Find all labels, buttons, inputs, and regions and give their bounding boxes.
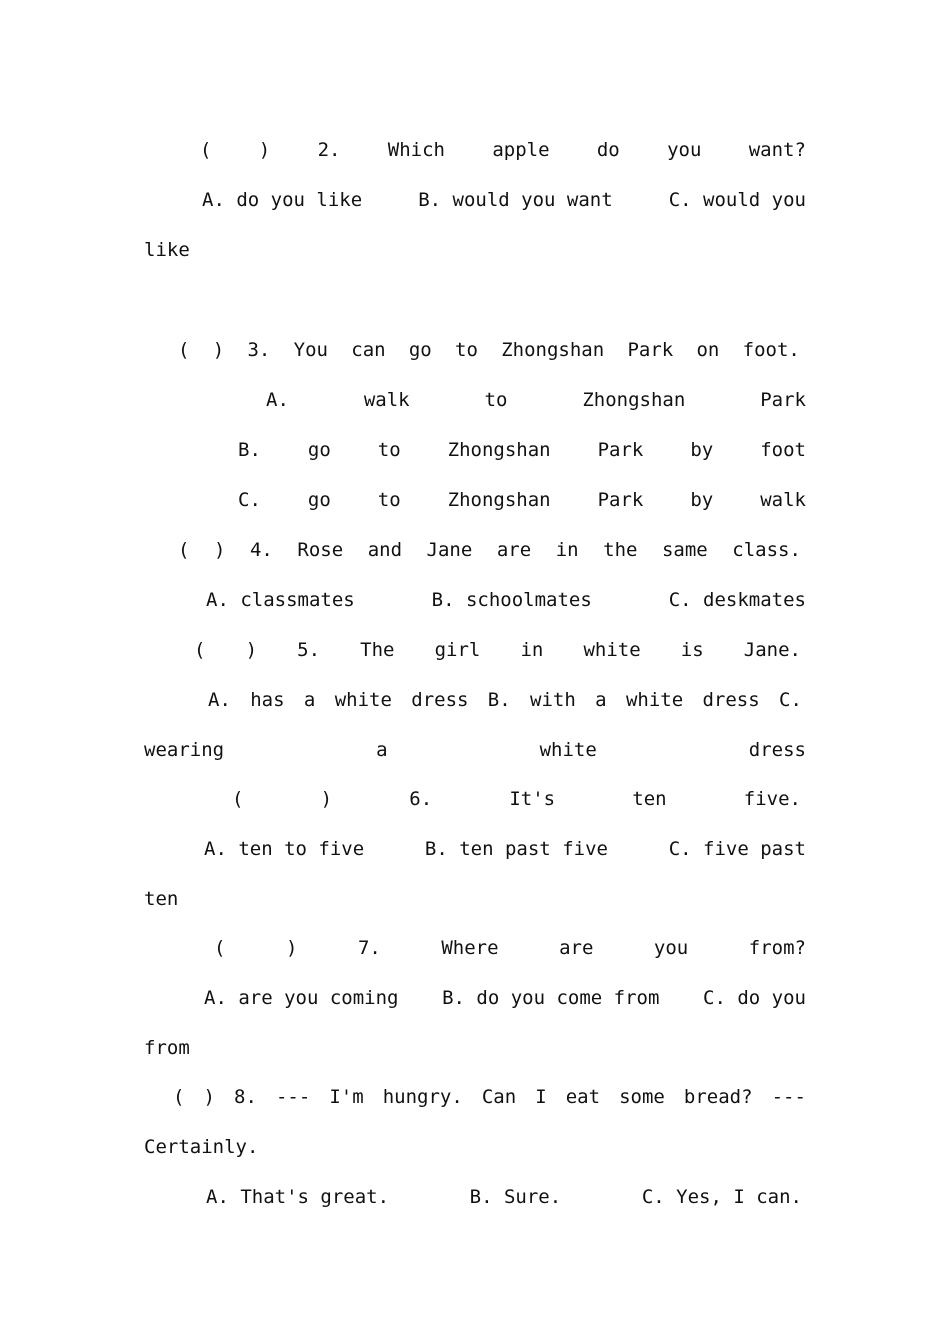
question-number: 5. [297,639,321,661]
answer-bracket-open: ( [200,139,212,161]
option-a: A. are you coming [204,987,399,1009]
stem-word: class. [732,539,801,561]
answer-bracket-close: ) [258,139,271,161]
option-b: B. Sure. [469,1186,562,1208]
stem-word: Zhongshan [501,339,605,361]
stem-word: do [596,139,620,161]
stem-word: the [603,539,638,561]
stem-word: apple [492,139,550,161]
stem-word: Certainly. [144,1136,259,1158]
stem-word: I [535,1086,547,1108]
q8-options [206,1183,802,1211]
option-word: with [530,689,576,711]
stem-word: to [455,339,478,361]
option-word: walk [760,489,806,511]
q5-stem [194,636,801,664]
q2-options [202,186,806,214]
q7-options-continued [144,1034,190,1062]
option-c: C. deskmates [668,589,806,611]
q6-stem [232,785,801,813]
stem-word: you [667,139,702,161]
answer-bracket-close: ) [213,539,226,561]
option-c-continued: ten [144,888,179,910]
stem-word: Jane [426,539,473,561]
stem-word: five. [743,788,801,810]
stem-word: foot. [742,339,800,361]
question-number: 6. [409,788,433,810]
option-c: C. five past [668,838,806,860]
stem-word: I'm [329,1086,364,1108]
option-word: a [376,739,388,761]
answer-bracket-open: ( [178,339,190,361]
q5-options [208,686,802,714]
stem-word: are [496,539,532,561]
option-word: Zhongshan [582,389,686,411]
stem-word: bread? [683,1086,753,1108]
option-word: dress [702,689,760,711]
option-b: B. schoolmates [431,589,592,611]
q3-option-a [266,386,806,414]
answer-bracket-close: ) [203,1086,215,1108]
option-word: by [690,439,714,461]
stem-word: Which [387,139,445,161]
stem-word: are [559,937,594,959]
stem-word: --- [275,1086,311,1108]
answer-bracket-open: ( [232,788,244,810]
option-a: A. classmates [206,589,355,611]
answer-bracket-open: ( [173,1086,185,1108]
option-word: to [377,489,401,511]
answer-bracket-close: ) [212,339,225,361]
option-c-continued: from [144,1037,190,1059]
option-word: white [334,689,392,711]
option-word: to [484,389,508,411]
stem-word: you [653,937,689,959]
stem-word: The [360,639,395,661]
stem-word: can [351,339,386,361]
option-c: C. Yes, I can. [641,1186,802,1208]
stem-word: want? [748,139,806,161]
option-label: A. [266,389,289,411]
option-word: go [307,489,331,511]
option-word: Park [760,389,806,411]
stem-word: Can [481,1086,517,1108]
answer-bracket-close: ) [285,937,298,959]
option-label: B. [238,439,261,461]
option-word: Zhongshan [447,439,551,461]
option-a: A. do you like [202,189,363,211]
question-number: 2. [317,139,341,161]
option-word: go [307,439,331,461]
q6-options-continued [144,885,178,913]
option-c: C. would you [668,189,806,211]
option-word: dress [411,689,469,711]
question-number: 4. [249,539,273,561]
question-number: 8. [234,1086,257,1108]
stem-word: You [293,339,328,361]
option-word: a [595,689,607,711]
option-word: B. [487,689,511,711]
option-word: a [303,689,316,711]
answer-bracket-open: ( [178,539,190,561]
option-word: has [250,689,285,711]
stem-word: eat [565,1086,601,1108]
stem-word: from? [748,937,806,959]
q8-stem [173,1083,806,1111]
option-word: Park [597,439,644,461]
stem-word: go [408,339,432,361]
option-word: Zhongshan [447,489,551,511]
stem-word: Park [627,339,674,361]
option-word: A. [208,689,231,711]
q8-stem-continued [144,1133,258,1161]
option-word: wearing [144,739,225,761]
stem-word: It's [509,788,556,810]
option-word: walk [363,389,410,411]
q4-stem [178,536,801,564]
stem-word: Rose [297,539,344,561]
option-b: B. ten past five [424,838,608,860]
answer-bracket-close: ) [245,639,258,661]
q7-stem [214,934,806,962]
option-word: by [690,489,714,511]
stem-word: ten [632,788,667,810]
option-c: C. do you [703,987,806,1009]
option-word: white [539,739,597,761]
question-number: 3. [247,339,271,361]
stem-word: Jane. [743,639,801,661]
q2-stem [200,136,806,164]
stem-word: same [661,539,708,561]
q5-options-continued [144,736,806,764]
q3-option-b [238,436,806,464]
q4-options [206,586,806,614]
q6-options [204,835,806,863]
stem-word: white [583,639,641,661]
stem-word: on [696,339,720,361]
answer-bracket-close: ) [320,788,333,810]
stem-word: some [619,1086,665,1108]
option-a: A. That's great. [206,1186,390,1208]
stem-word: --- [771,1086,806,1108]
option-label: C. [238,489,261,511]
option-word: dress [748,739,806,761]
stem-word: Where [441,937,499,959]
stem-word: girl [434,639,481,661]
q3-option-c [238,486,806,514]
stem-word: in [555,539,579,561]
option-word: white [625,689,684,711]
question-number: 7. [357,937,381,959]
stem-word: is [680,639,704,661]
option-b: B. do you come from [442,987,660,1009]
option-b: B. would you want [418,189,613,211]
stem-word: hungry. [382,1086,463,1108]
stem-word: and [367,539,403,561]
q3-stem [178,336,800,364]
option-c-continued: like [144,239,190,261]
option-word: C. [779,689,802,711]
q7-options [204,984,806,1012]
option-word: to [377,439,401,461]
answer-bracket-open: ( [214,937,226,959]
q2-options-continued [144,236,190,264]
answer-bracket-open: ( [194,639,206,661]
option-a: A. ten to five [204,838,365,860]
option-word: Park [597,489,644,511]
option-word: foot [760,439,806,461]
stem-word: in [520,639,544,661]
